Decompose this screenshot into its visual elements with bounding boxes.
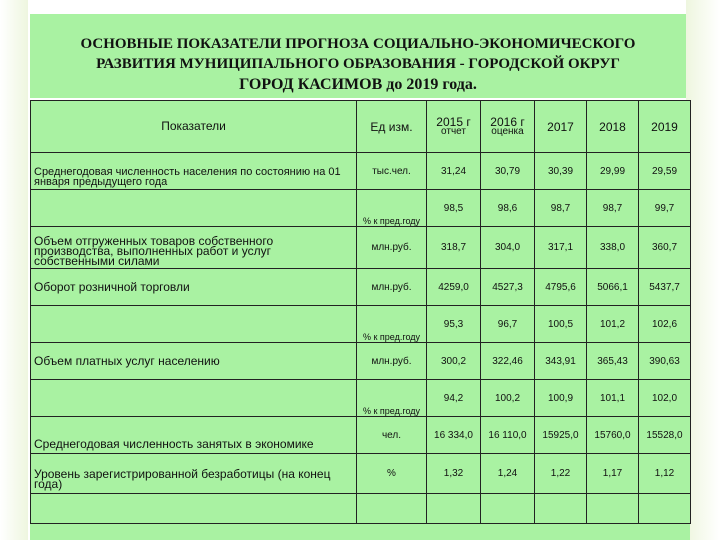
row-value: 300,2 [427, 343, 481, 380]
row-value: 318,7 [427, 227, 481, 269]
row-value: 5066,1 [587, 269, 639, 306]
row-unit: млн.руб. [357, 343, 427, 380]
table-row [31, 454, 691, 494]
header-2017: 2017 [535, 101, 587, 153]
row-value: 99,7 [639, 190, 691, 227]
row-name: Среднегодовая численность занятых в экономике [31, 417, 357, 454]
row-name: Объем платных услуг населению [31, 343, 357, 380]
row-value: 4795,6 [535, 269, 587, 306]
row-value: 102,6 [639, 306, 691, 343]
row-value: 98,6 [481, 190, 535, 227]
row-value: 101,2 [587, 306, 639, 343]
row-unit: % к пред.году [357, 190, 427, 227]
row-value [535, 494, 587, 524]
row-unit: чел. [357, 417, 427, 454]
table-row [31, 417, 691, 454]
row-value: 16 110,0 [481, 417, 535, 454]
row-value: 15925,0 [535, 417, 587, 454]
row-value: 95,3 [427, 306, 481, 343]
row-name: Оборот розничной торговли [31, 269, 357, 306]
row-value: 30,39 [535, 153, 587, 190]
row-value: 94,2 [427, 380, 481, 417]
row-unit: млн.руб. [357, 269, 427, 306]
row-name [31, 380, 357, 417]
forecast-table-container [30, 100, 690, 540]
row-value [587, 494, 639, 524]
row-name [31, 494, 357, 524]
row-name [31, 190, 357, 227]
row-name: Среднегодовая численность населения по состоянию на 01 января предыдущего года [31, 153, 357, 190]
header-unit: Ед изм. [357, 101, 427, 153]
title-line-3: ГОРОД КАСИМОВ до 2019 года. [239, 76, 477, 93]
header-2015: 2015 г отчет [427, 101, 481, 153]
row-value: 365,43 [587, 343, 639, 380]
row-unit: % [357, 454, 427, 494]
row-name: Объем отгруженных товаров собственного производства, выполненных работ и услуг собственными силами [31, 227, 357, 269]
table-row [31, 306, 691, 343]
table-row [31, 227, 691, 269]
row-value: 390,63 [639, 343, 691, 380]
row-value: 360,7 [639, 227, 691, 269]
title-banner [30, 14, 686, 98]
header-2016: 2016 г оценка [481, 101, 535, 153]
row-unit: % к пред.году [357, 380, 427, 417]
row-unit [357, 494, 427, 524]
row-unit: млн.руб. [357, 227, 427, 269]
row-value: 304,0 [481, 227, 535, 269]
row-value: 343,91 [535, 343, 587, 380]
row-unit: % к пред.году [357, 306, 427, 343]
row-value: 102,0 [639, 380, 691, 417]
row-name [31, 306, 357, 343]
table-row [31, 190, 691, 227]
table-row [31, 153, 691, 190]
title-line-2: РАЗВИТИЯ МУНИЦИПАЛЬНОГО ОБРАЗОВАНИЯ - ГОРОДСКОЙ ОКРУГ [96, 56, 620, 72]
row-value: 31,24 [427, 153, 481, 190]
row-value: 1,24 [481, 454, 535, 494]
row-value: 1,22 [535, 454, 587, 494]
row-value [427, 494, 481, 524]
row-value: 317,1 [535, 227, 587, 269]
table-row [31, 380, 691, 417]
row-value: 4259,0 [427, 269, 481, 306]
row-value: 1,12 [639, 454, 691, 494]
row-value [639, 494, 691, 524]
row-value: 29,59 [639, 153, 691, 190]
right-margin-gradient [686, 0, 720, 540]
row-value: 100,9 [535, 380, 587, 417]
row-value: 96,7 [481, 306, 535, 343]
row-unit: тыс.чел. [357, 153, 427, 190]
row-value: 1,32 [427, 454, 481, 494]
row-value: 1,17 [587, 454, 639, 494]
row-value: 98,7 [535, 190, 587, 227]
header-indicator: Показатели [31, 101, 357, 153]
forecast-table [30, 100, 691, 524]
row-value: 98,5 [427, 190, 481, 227]
row-value: 98,7 [587, 190, 639, 227]
row-value: 15760,0 [587, 417, 639, 454]
header-2019: 2019 [639, 101, 691, 153]
left-margin-gradient [0, 0, 28, 540]
row-name: Уровень зарегистрированной безработицы (на конец года) [31, 454, 357, 494]
table-row [31, 343, 691, 380]
row-value [481, 494, 535, 524]
row-value: 322,46 [481, 343, 535, 380]
row-value: 100,5 [535, 306, 587, 343]
row-value: 101,1 [587, 380, 639, 417]
row-value: 15528,0 [639, 417, 691, 454]
row-value: 29,99 [587, 153, 639, 190]
row-value: 16 334,0 [427, 417, 481, 454]
header-2018: 2018 [587, 101, 639, 153]
table-header-row [31, 101, 691, 153]
row-value: 4527,3 [481, 269, 535, 306]
table-row-cut-off [31, 494, 691, 524]
title-line-1: ОСНОВНЫЕ ПОКАЗАТЕЛИ ПРОГНОЗА СОЦИАЛЬНО-ЭКОНОМИЧЕСКОГО [80, 36, 636, 52]
row-value: 338,0 [587, 227, 639, 269]
row-value: 5437,7 [639, 269, 691, 306]
table-row [31, 269, 691, 306]
row-value: 100,2 [481, 380, 535, 417]
row-value: 30,79 [481, 153, 535, 190]
